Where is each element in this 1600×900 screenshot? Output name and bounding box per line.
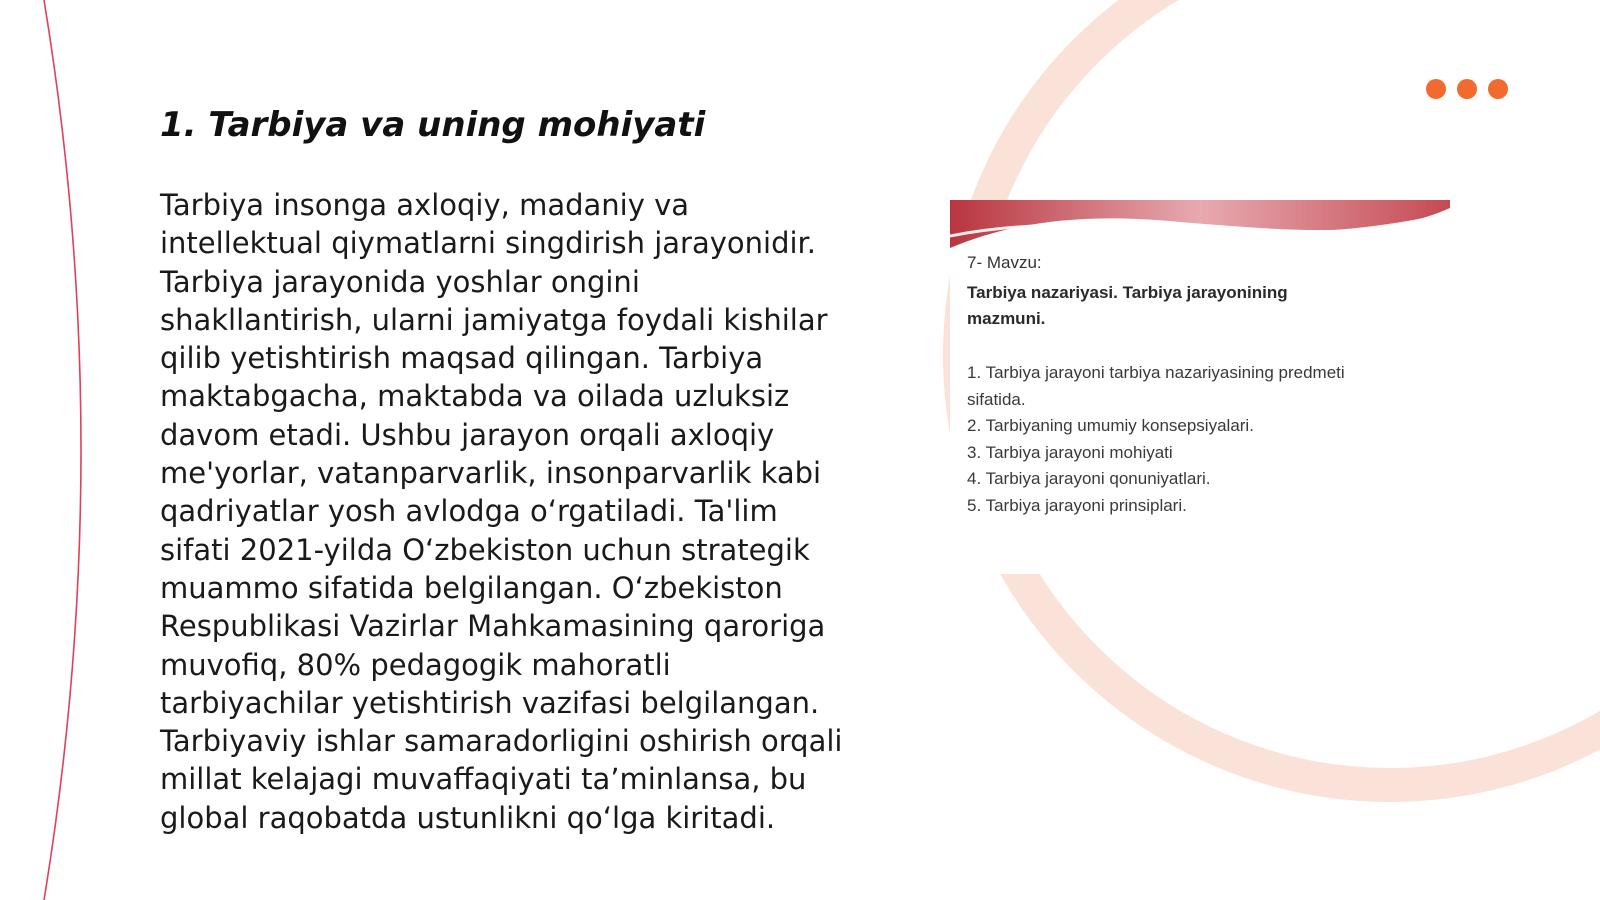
- list-item: 3. Tarbiya jarayoni mohiyati: [967, 442, 1173, 462]
- more-options-icon[interactable]: [1426, 79, 1508, 99]
- card-topic-list: [967, 360, 1407, 519]
- slide-title: 1. Tarbiya va uning mohiyati: [160, 105, 706, 145]
- card-topic: Tarbiya nazariyasi. Tarbiya jarayonining mazmuni.: [967, 283, 1288, 328]
- slide-body-text: Tarbiya insonga axloqiy, madaniy va intellektual qiymatlarni singdirish jarayonidir. Tarbiya jarayonida yoshlar ongini shakllantirish, ularni jamiyatga foydali kishilar qilib yetishtirish maqsad qilingan. Tarbiya maktabgacha, maktabda va oilada uzluksiz davom etadi. Ushbu jarayon orqali axloqiy me'yorlar, vatanparvarlik, insonparvarlik kabi qadriyatlar yosh avlodga o‘rgatiladi. Ta'lim sifati 2021-yilda O‘zbekiston uchun strategik muammo sifatida belgilangan. O‘zbekiston Respublikasi Vazirlar Mahkamasining qaroriga muvofiq, 80% pedagogik mahoratli tarbiyachilar yetishtirish vazifasi belgilangan. Tarbiyaviy ishlar samaradorligini oshirish orqali millat kelajagi muvaffaqiyati ta’minlansa, bu global raqobatda ustunlikni qo‘lga kiritadi.: [160, 188, 843, 835]
- list-item: 4. Tarbiya jarayoni qonuniyatlari.: [967, 469, 1211, 488]
- lecture-topic-image: [950, 200, 1450, 574]
- card-label: 7- Mavzu:: [967, 253, 1042, 272]
- dot-icon: [1426, 79, 1446, 99]
- list-item: 5. Tarbiya jarayoni prinsiplari.: [967, 495, 1187, 515]
- list-item: 2. Tarbiyaning umumiy konsepsiyalari.: [967, 416, 1254, 435]
- dot-icon: [1488, 79, 1508, 99]
- dot-icon: [1457, 79, 1477, 99]
- list-item: 1. Tarbiya jarayoni tarbiya nazariyasining predmeti sifatida.: [967, 363, 1345, 409]
- card-wave-header: [950, 200, 1450, 256]
- decorative-left-line: [44, 0, 81, 900]
